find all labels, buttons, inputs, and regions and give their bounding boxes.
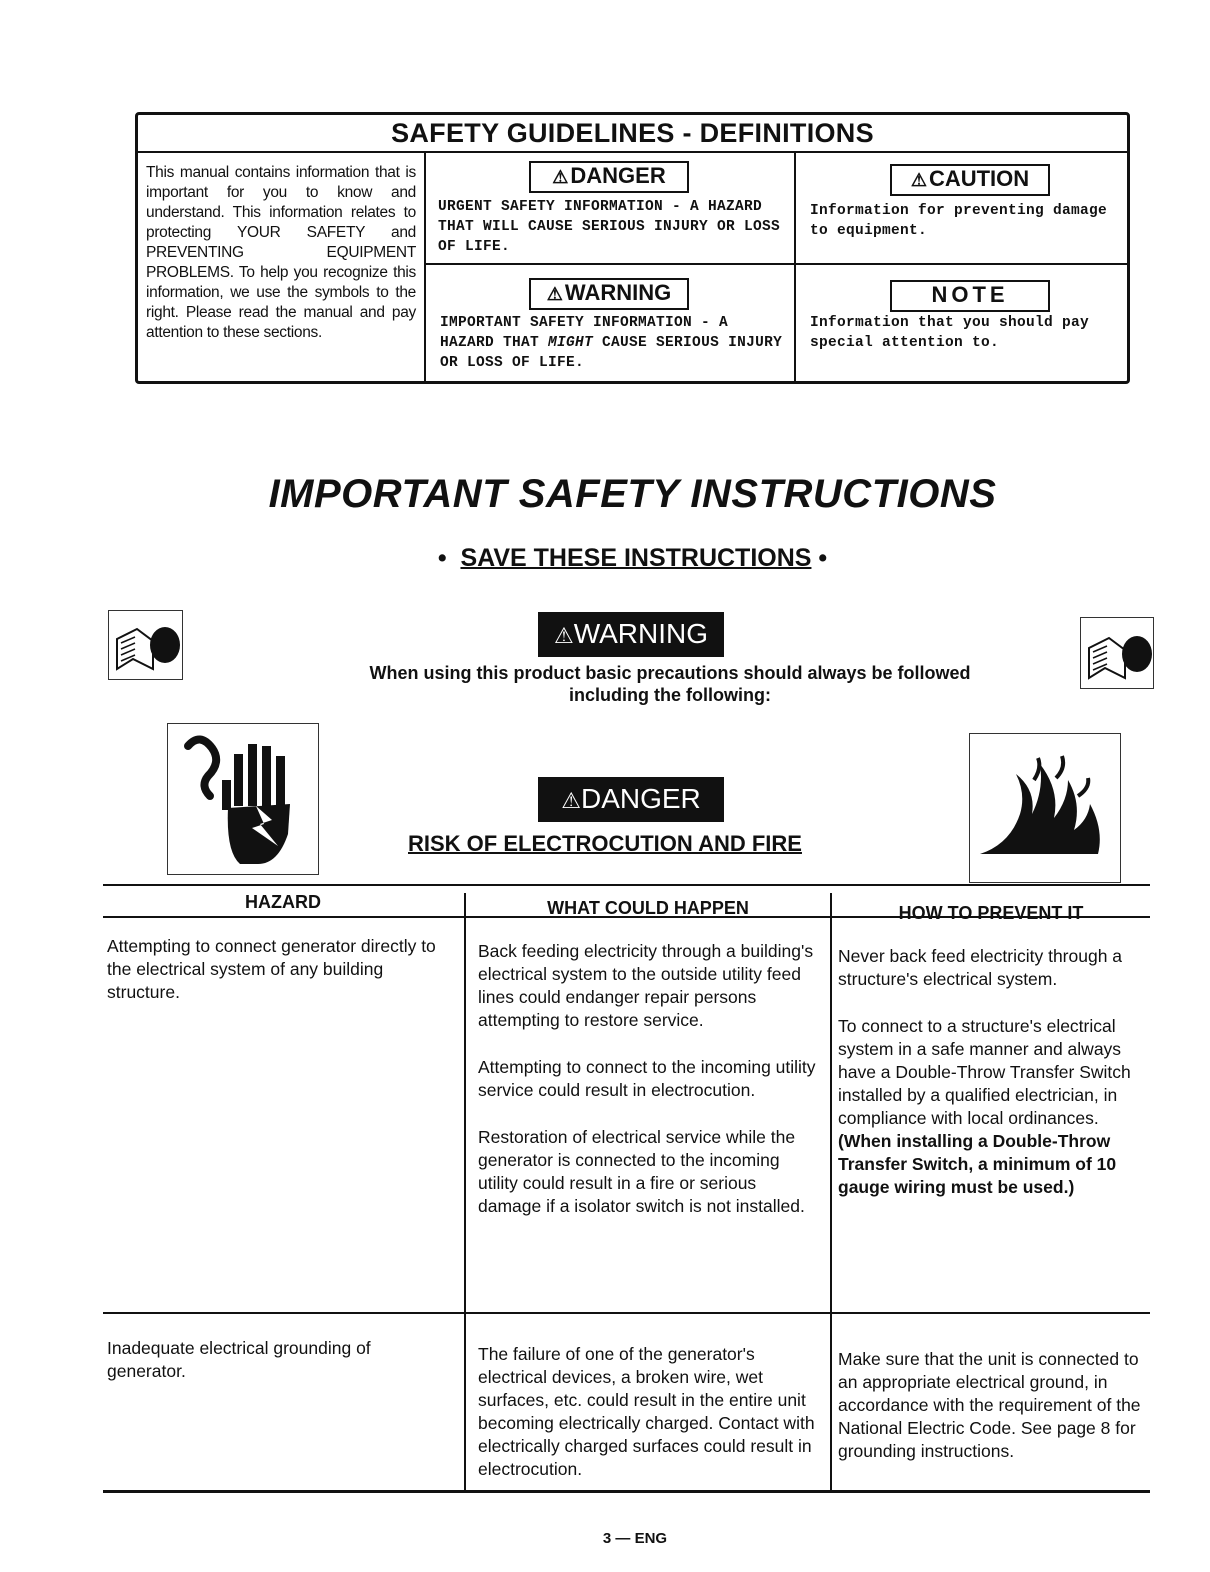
paragraph: Restoration of electrical service while the generator is connected to the incoming utility could result in a fire or serious damage if a isolator switch is not installed. (478, 1127, 805, 1216)
header-how-to-prevent: HOW TO PREVENT IT (898, 903, 1084, 923)
save-instructions-line (0, 544, 1210, 573)
row2-hazard: Inadequate electrical grounding of generator. (107, 1338, 371, 1381)
warning-signal-word: ⚠WARNING (529, 278, 689, 310)
danger-signal-word: ⚠DANGER (529, 161, 689, 193)
table-top-rule (103, 884, 1150, 886)
column-divider (464, 893, 466, 1493)
paragraph: Back feeding electricity through a building's electrical system to the outside utility feed lines could endanger repair persons attempting to restore service. (478, 941, 814, 1030)
page-number: 3 — ENG (602, 1530, 668, 1547)
page-title: IMPORTANT SAFETY INSTRUCTIONS (268, 472, 997, 516)
row2-how-to-prevent: Make sure that the unit is connected to an appropriate electrical ground, in accordance with the requirement of the National Electric Code. See page 8 for grounding instructions. (838, 1349, 1141, 1461)
row1-hazard: Attempting to connect generator directly to the electrical system of any building structure. (107, 936, 436, 1002)
caution-definition: Information for preventing damage to equipment. (810, 203, 1108, 239)
warning-triangle-icon: ⚠ (546, 284, 563, 304)
note-signal-word: NOTE (890, 280, 1050, 312)
divider (794, 151, 796, 384)
row1-what-could-happen (478, 940, 818, 1242)
row2-what-could-happen: The failure of one of the generator's electrical devices, a broken wire, wet surfaces, etc. could result in the entire unit becoming electrically charged. Contact with electrically charged surfaces could result in electrocution. (478, 1344, 815, 1479)
table-bottom-rule (103, 1490, 1150, 1493)
read-manual-icon (108, 610, 183, 680)
warning-badge: ⚠WARNING (538, 612, 724, 657)
precaution-text (290, 662, 1050, 706)
note-definition: Information that you should pay special attention to. (810, 315, 1090, 351)
header-what-could-happen: WHAT COULD HAPPEN (547, 898, 749, 918)
warning-triangle-icon: ⚠ (553, 623, 574, 648)
danger-definition: URGENT SAFETY INFORMATION - A HAZARD THAT WILL CAUSE SERIOUS INJURY OR LOSS OF LIFE. (438, 199, 781, 255)
warning-definition: IMPORTANT SAFETY INFORMATION - A HAZARD THAT MIGHT CAUSE SERIOUS INJURY OR LOSS OF LIFE. (440, 315, 783, 371)
paragraph: Attempting to connect to the incoming utility service could result in electrocution. (478, 1057, 816, 1100)
read-manual-icon (1080, 617, 1154, 689)
bullet: • (818, 544, 828, 572)
header-hazard: HAZARD (245, 892, 321, 912)
precaution-line-2: including the following: (569, 685, 771, 705)
precaution-line-1: When using this product basic precautions should always be followed (369, 663, 971, 683)
definitions-intro: This manual contains information that is important for you to know and understand. This information relates to protecting YOUR SAFETY and PREVENTING EQUIPMENT PROBLEMS. To help you recognize this information, we use the symbols to the right. Please read the manual and pay attention to these sections. (146, 164, 416, 341)
fire-hazard-icon (969, 733, 1121, 883)
divider (424, 151, 426, 384)
row-divider (103, 1312, 1150, 1314)
divider (424, 263, 1130, 265)
definitions-title: SAFETY GUIDELINES - DEFINITIONS (138, 115, 1127, 153)
electrocution-hazard-icon (167, 723, 319, 875)
safety-definitions-box (135, 112, 1130, 384)
warning-triangle-icon: ⚠ (552, 167, 569, 187)
danger-badge: ⚠DANGER (538, 777, 724, 822)
risk-title: RISK OF ELECTROCUTION AND FIRE (408, 831, 802, 856)
warning-triangle-icon: ⚠ (561, 788, 581, 813)
paragraph: Never back feed electricity through a structure's electrical system. (838, 946, 1123, 989)
bullet: • (437, 544, 447, 572)
paragraph: To connect to a structure's electrical system in a safe manner and always have a Double-Throw Transfer Switch installed by a qualified electrician, in compliance with local ordinances. (When installing a Double-Throw Transfer Switch, a minimum of 10 gauge wiring must be used.) (838, 1016, 1131, 1197)
column-divider (830, 893, 832, 1493)
save-instructions: SAVE THESE INSTRUCTIONS (460, 544, 812, 572)
caution-signal-word: ⚠CAUTION (890, 164, 1050, 196)
warning-triangle-icon: ⚠ (910, 170, 927, 190)
row1-how-to-prevent (838, 945, 1154, 1199)
